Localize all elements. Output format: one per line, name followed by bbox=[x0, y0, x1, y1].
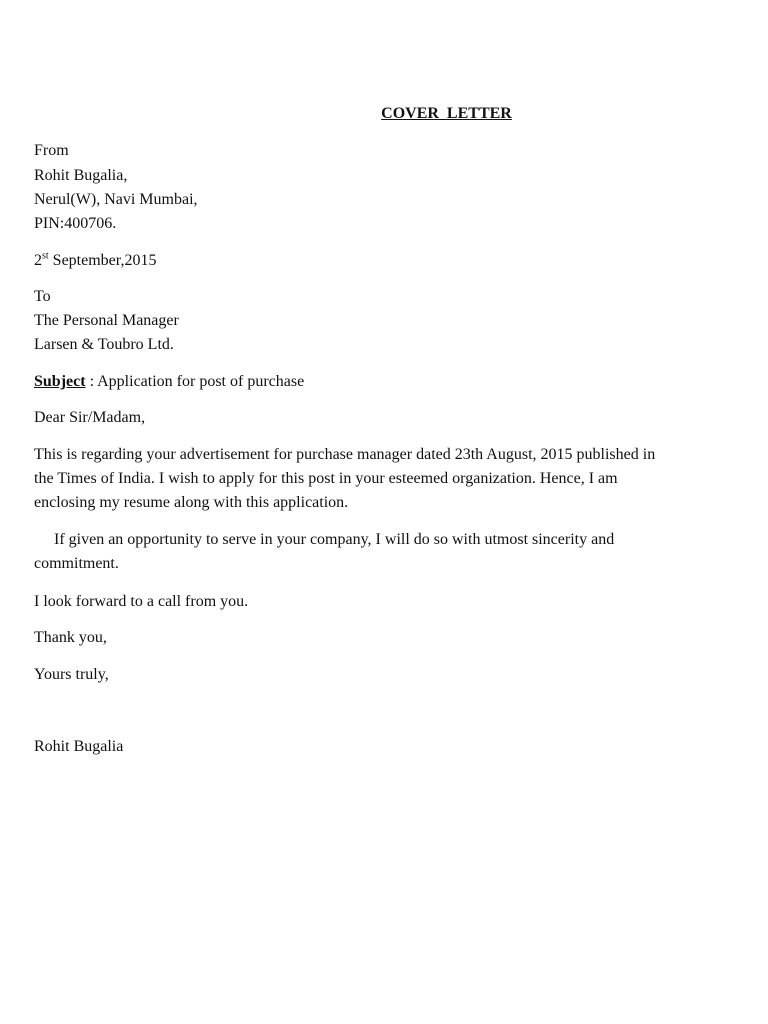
thanks: Thank you, bbox=[34, 629, 107, 646]
subject-line bbox=[34, 373, 304, 391]
paragraph1-line: enclosing my resume along with this application. bbox=[34, 494, 349, 511]
letter-date bbox=[34, 252, 156, 270]
date-suffix: st bbox=[42, 250, 49, 262]
recipient-company: Larsen & Toubro Ltd. bbox=[34, 336, 174, 353]
subject-text: : Application for post of purchase bbox=[85, 373, 305, 390]
salutation: Dear Sir/Madam, bbox=[34, 409, 146, 426]
signature-name: Rohit Bugalia bbox=[34, 738, 124, 755]
date-day: 2 bbox=[34, 252, 42, 269]
document-title: COVER LETTER bbox=[381, 105, 512, 122]
paragraph1-line: the Times of India. I wish to apply for this post in your esteemed organization. Hence, I am bbox=[34, 470, 618, 487]
from-label: From bbox=[34, 142, 69, 159]
paragraph2-line: commitment. bbox=[34, 555, 119, 572]
date-rest: September,2015 bbox=[48, 252, 157, 269]
to-label: To bbox=[34, 288, 51, 305]
subject-label: Subject bbox=[34, 373, 86, 390]
sender-pin: PIN:400706. bbox=[34, 215, 117, 232]
sender-name: Rohit Bugalia, bbox=[34, 167, 128, 184]
sender-address: Nerul(W), Navi Mumbai, bbox=[34, 191, 198, 208]
signoff: Yours truly, bbox=[34, 666, 109, 683]
recipient: The Personal Manager bbox=[34, 312, 179, 329]
paragraph1-line: This is regarding your advertisement for purchase manager dated 23th August, 2015 published in bbox=[34, 446, 656, 463]
paragraph2-line: If given an opportunity to serve in your company, I will do so with utmost sincerity and bbox=[34, 531, 615, 548]
closing-line: I look forward to a call from you. bbox=[34, 593, 249, 610]
